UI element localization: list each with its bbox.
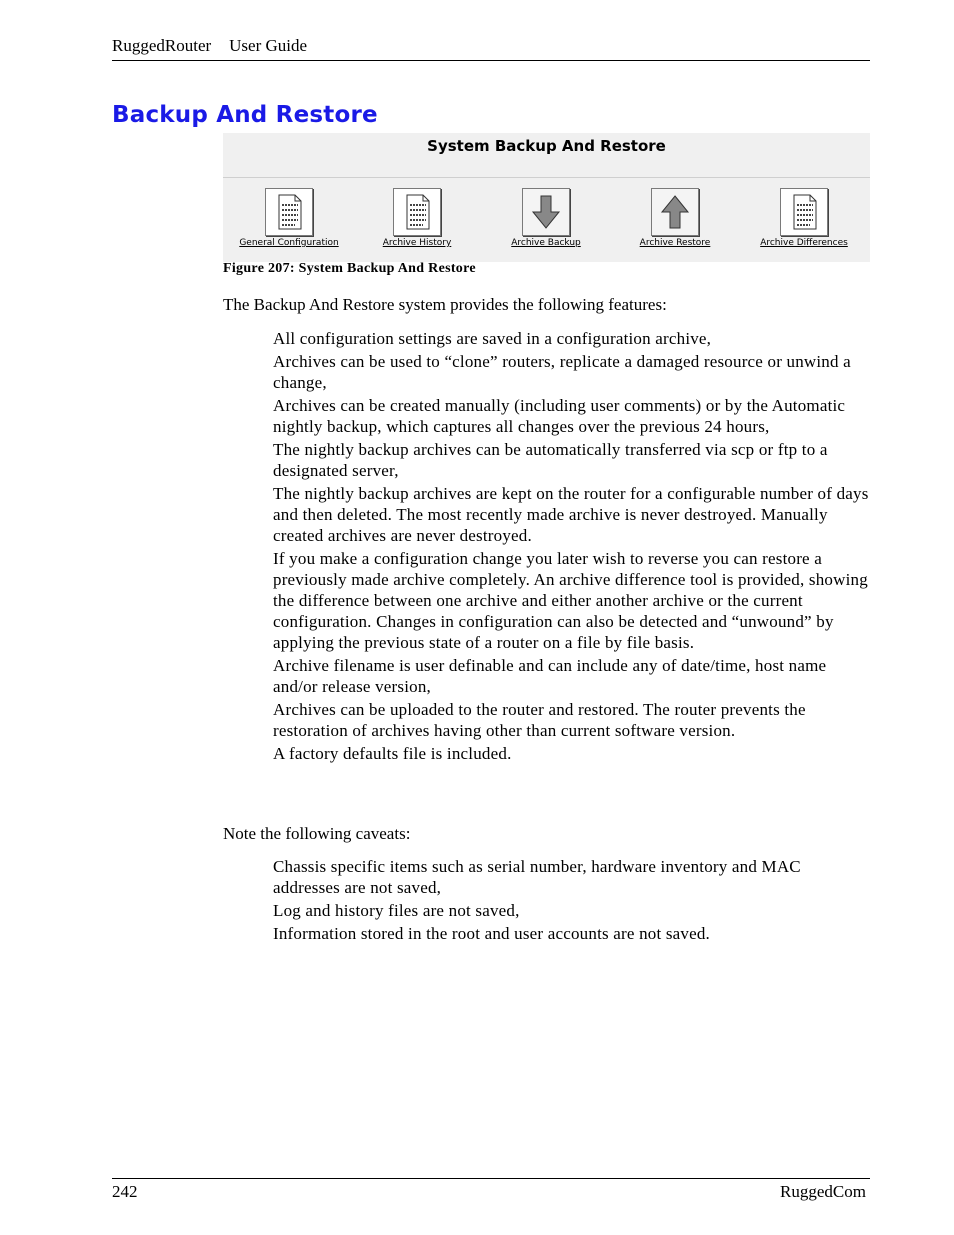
list-item: Archives can be uploaded to the router and restored. The router prevents the restoration of archives having other than current software version. xyxy=(273,700,806,740)
list-item: A factory defaults file is included. xyxy=(273,744,512,763)
page-footer xyxy=(112,1178,870,1203)
archive-differences-label: Archive Differences xyxy=(760,238,848,248)
list-item: Chassis specific items such as serial number, hardware inventory and MAC addresses are not saved, xyxy=(273,857,801,897)
caveats-list xyxy=(273,856,870,946)
list-item: The nightly backup archives can be automatically transferred via scp or ftp to a designated server, xyxy=(273,440,828,480)
page-header xyxy=(112,36,870,61)
archive-backup-button[interactable] xyxy=(487,188,605,248)
archive-backup-label: Archive Backup xyxy=(511,238,581,248)
list-item: Archives can be used to “clone” routers, replicate a damaged resource or unwind a change, xyxy=(273,352,851,392)
document-icon xyxy=(393,188,441,236)
archive-restore-label: Archive Restore xyxy=(639,238,711,248)
general-configuration-button[interactable] xyxy=(230,188,348,248)
list-item: Archives can be created manually (including user comments) or by the Automatic nightly backup, which captures all changes over the previous 24 hours, xyxy=(273,396,846,436)
figure-divider xyxy=(223,177,870,178)
figure-caption: Figure 207: System Backup And Restore xyxy=(223,261,476,276)
footer-company: RuggedCom xyxy=(780,1182,866,1201)
general-configuration-label: General Configuration xyxy=(239,238,339,248)
arrow-up-icon xyxy=(651,188,699,236)
document-icon xyxy=(265,188,313,236)
list-item: If you make a configuration change you later wish to reverse you can restore a previously made archive completely. An archive difference tool is provided, showing the difference between one archive and either another archive or the current configuration. Changes in configuration can also be detected and “unwound” by applying the previous state of a router on a file by file basis. xyxy=(273,549,868,652)
intro-paragraph: The Backup And Restore system provides the following features: xyxy=(223,295,667,314)
section-title: Backup And Restore xyxy=(112,102,378,128)
archive-history-button[interactable] xyxy=(358,188,476,248)
caveats-intro: Note the following caveats: xyxy=(223,824,411,843)
features-list xyxy=(273,328,870,766)
figure-title: System Backup And Restore xyxy=(427,137,666,155)
arrow-down-icon xyxy=(522,188,570,236)
archive-history-label: Archive History xyxy=(382,238,452,248)
header-product: RuggedRouter xyxy=(112,36,212,55)
archive-restore-button[interactable] xyxy=(616,188,734,248)
backup-restore-figure xyxy=(223,133,870,262)
document-icon xyxy=(780,188,828,236)
header-guide: User Guide xyxy=(229,36,308,55)
page-number: 242 xyxy=(112,1182,138,1201)
list-item: Information stored in the root and user accounts are not saved. xyxy=(273,924,710,943)
list-item: All configuration settings are saved in a configuration archive, xyxy=(273,329,712,348)
archive-differences-button[interactable] xyxy=(745,188,863,248)
list-item: Log and history files are not saved, xyxy=(273,901,520,920)
list-item: The nightly backup archives are kept on the router for a configurable number of days and then deleted. The most recently made archive is never destroyed. Manually created archives are never destroyed. xyxy=(273,484,869,545)
list-item: Archive filename is user definable and can include any of date/time, host name and/or release version, xyxy=(273,656,827,696)
